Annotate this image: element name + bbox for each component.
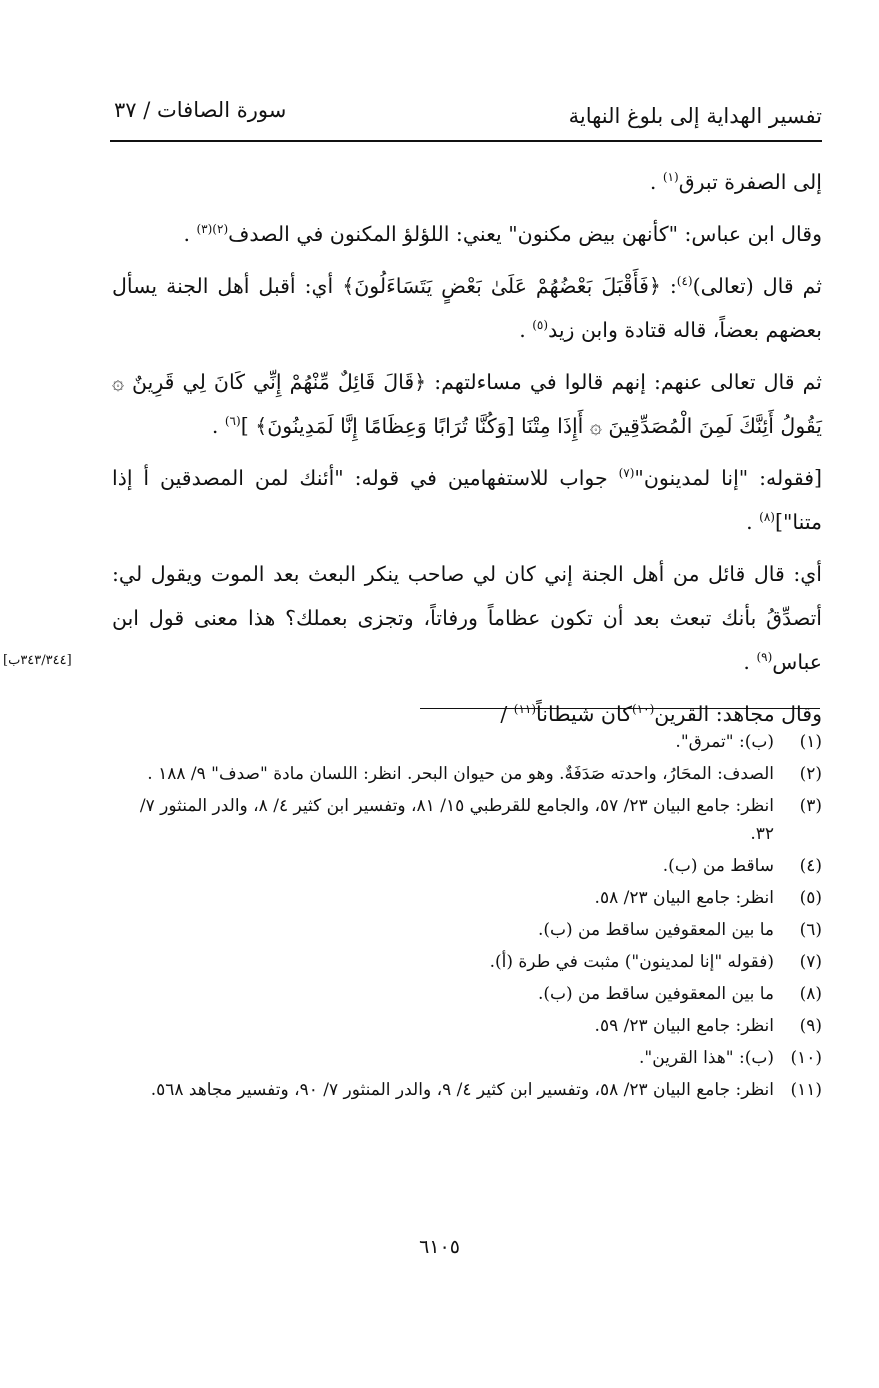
footnote-item bbox=[112, 852, 822, 880]
surah-label: سورة الصافات / ٣٧ bbox=[114, 98, 287, 122]
footnote-text: انظر: جامع البيان ٢٣/ ٥٨، وتفسير ابن كثير ٤/ ٩، والدر المنثور ٧/ ٩٠، وتفسير مجاهد ٥٦٨. bbox=[150, 1080, 774, 1100]
footnote-item bbox=[112, 884, 822, 912]
footnote-text: (ب): "تمرق". bbox=[675, 732, 774, 752]
footnote-number: (١٠) bbox=[790, 1048, 822, 1068]
footnote-number: (١١) bbox=[790, 1080, 822, 1100]
footnote-ref: (١١) bbox=[513, 702, 537, 717]
paragraph-5 bbox=[112, 456, 822, 544]
footnote-ref: (٩) bbox=[756, 650, 773, 665]
paragraph-7-text-b: كان شيطاناً bbox=[536, 702, 632, 726]
paragraph-5-text-b: جواب للاستفهامين في قوله: "أئنك لمن المصدقين أ إذا متنا"] bbox=[112, 466, 822, 534]
footnotes bbox=[112, 728, 822, 1108]
footnote-number: (٧) bbox=[799, 952, 822, 972]
paragraph-2-end: . bbox=[183, 222, 197, 246]
paragraph-2 bbox=[112, 212, 822, 256]
page-number: ٦١٠٥ bbox=[419, 1236, 460, 1258]
footnote-ref: (١٠) bbox=[631, 702, 655, 717]
footnote-number: (١) bbox=[799, 732, 822, 752]
main-text bbox=[112, 160, 822, 744]
paragraph-3-text-a: ثم قال (تعالى) bbox=[692, 274, 822, 298]
footnote-item bbox=[112, 1012, 822, 1040]
footnote-item bbox=[112, 1044, 822, 1072]
paragraph-1-text: إلى الصفرة تبرق bbox=[678, 170, 822, 194]
paragraph-3 bbox=[112, 264, 822, 352]
footnote-ref: (٥) bbox=[532, 318, 549, 333]
paragraph-3-end: . bbox=[519, 318, 533, 342]
footnote-number: (٩) bbox=[799, 1016, 822, 1036]
footnote-ref: (٨) bbox=[759, 510, 775, 525]
footnote-item bbox=[112, 1076, 822, 1104]
paragraph-6-text: أي: قال قائل من أهل الجنة إني كان لي صاحب ينكر البعث بعد الموت ويقول لي: أتصدِّقُ بأنك تبعث بعد أن تكون عظاماً ورفاتاً، وتجزى بعملك؟ هذا معنى قول ابن عباس bbox=[112, 562, 822, 674]
footnote-ref: (٧) bbox=[618, 466, 635, 481]
paragraph-4-text: ثم قال تعالى عنهم: إنهم قالوا في مساءلتهم: ﴿قَالَ قَائِلٌ مِّنْهُمْ إِنِّي كَانَ لِي قَرِينٌ ۞ يَقُولُ أَئِنَّكَ لَمِنَ الْمُصَدِّقِينَ ۞ أَإِذَا مِتْنَا [وَكُنَّا تُرَابًا وَعِظَامًا إِنَّا لَمَدِينُونَ﴾ ] bbox=[112, 370, 822, 438]
footnote-ref: (٤) bbox=[676, 274, 693, 289]
paragraph-4 bbox=[112, 360, 822, 448]
paragraph-5-end: . bbox=[746, 510, 760, 534]
footnote-text: ما بين المعقوفين ساقط من (ب). bbox=[537, 984, 774, 1004]
footnote-text: انظر: جامع البيان ٢٣/ ٥٨. bbox=[594, 888, 774, 908]
running-header bbox=[110, 96, 822, 136]
manuscript-folio-marker: [٣٤٣/٣٤٤ب] bbox=[3, 653, 72, 668]
paragraph-1-end: . bbox=[649, 170, 663, 194]
paragraph-6 bbox=[112, 552, 822, 684]
paragraph-3-text-b: : ﴿فَأَقْبَلَ بَعْضُهُمْ عَلَىٰ بَعْضٍ يَتَسَاءَلُونَ﴾ أي: أقبل أهل الجنة يسأل بعضهم بعضاً، قاله قتادة وابن زيد bbox=[112, 274, 822, 342]
footnote-text: انظر: جامع البيان ٢٣/ ٥٧، والجامع للقرطبي ١٥/ ٨١، وتفسير ابن كثير ٤/ ٨، والدر المنثور ٧/ ٣٢. bbox=[139, 796, 774, 844]
footnote-text: الصدف: المحَارُ، واحدته صَدَفَةٌ. وهو من حيوان البحر. انظر: اللسان مادة "صدف" ٩/ ١٨٨ . bbox=[147, 764, 774, 784]
footnote-text: ما بين المعقوفين ساقط من (ب). bbox=[537, 920, 774, 940]
footnote-item bbox=[112, 980, 822, 1008]
paragraph-2-text: وقال ابن عباس: "كأنهن بيض مكنون" يعني: اللؤلؤ المكنون في الصدف bbox=[228, 222, 822, 246]
footnote-item bbox=[112, 728, 822, 756]
footnote-text: ساقط من (ب). bbox=[662, 856, 774, 876]
footnote-number: (٤) bbox=[799, 856, 822, 876]
footnote-number: (٥) bbox=[799, 888, 822, 908]
footnote-ref: (١) bbox=[662, 170, 679, 185]
footnote-item bbox=[112, 948, 822, 976]
paragraph-6-end: . bbox=[743, 650, 757, 674]
paragraph-7-text-a: وقال مجاهد: القرين bbox=[654, 702, 822, 726]
paragraph-1 bbox=[112, 160, 822, 204]
footnote-item bbox=[112, 792, 822, 848]
footnote-item bbox=[112, 916, 822, 944]
footnote-number: (٢) bbox=[799, 764, 822, 784]
footnote-ref: (٦) bbox=[224, 414, 241, 429]
footnote-rule bbox=[420, 708, 820, 709]
paragraph-7-end: / bbox=[500, 702, 514, 726]
footnote-number: (٣) bbox=[799, 796, 822, 816]
paragraph-4-end: . bbox=[211, 414, 225, 438]
footnote-ref: (٢)(٣) bbox=[196, 222, 229, 237]
header-rule bbox=[110, 140, 822, 142]
footnote-number: (٨) bbox=[799, 984, 822, 1004]
footnote-text: (فقوله "إنا لمدينون") مثبت في طرة (أ). bbox=[489, 952, 774, 972]
footnote-item bbox=[112, 760, 822, 788]
footnote-text: (ب): "هذا القرين". bbox=[638, 1048, 774, 1068]
paragraph-5-text-a: [فقوله: "إنا لمدينون" bbox=[634, 466, 822, 490]
book-title: تفسير الهداية إلى بلوغ النهاية bbox=[568, 104, 822, 128]
footnote-text: انظر: جامع البيان ٢٣/ ٥٩. bbox=[594, 1016, 774, 1036]
footnote-number: (٦) bbox=[799, 920, 822, 940]
